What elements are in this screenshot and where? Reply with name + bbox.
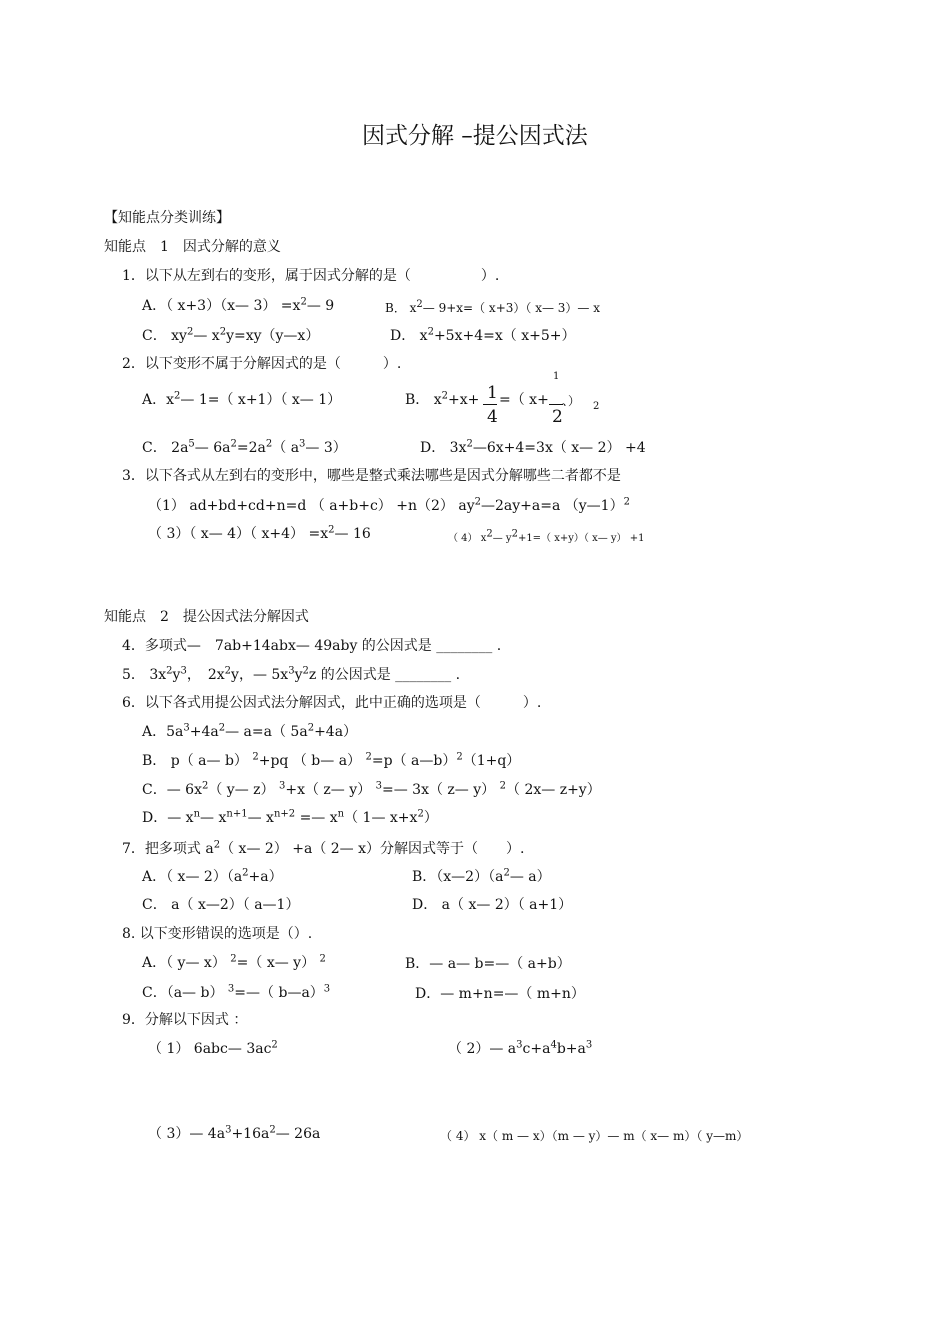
question-6-option-b: B． p（ a— b） $^2$+pq （ b— a） $^2$=p（ a—b）$^2$（1+q）	[142, 751, 521, 769]
question-9-part-2: （ 2）— $a^3c+a^4b+a^3$	[448, 1039, 593, 1057]
question-9-part-4: （ 4） x（ m — x）（m — y）— m（ x— m）（ y—m）	[440, 1129, 749, 1143]
question-9-part-3: （ 3）— $4a^3+16a^2—$ 26a	[148, 1124, 321, 1142]
fraction-numerator: 1	[553, 371, 560, 382]
question-2-stem: 2．以下变形不属于分解因式的是（ ）.	[122, 356, 402, 372]
question-1-option-c: C． $xy^2—$ $x^2y=xy(y—x)$	[142, 326, 320, 344]
question-3-item-4: （ 4） $x^2—$ $y^2+1=$（ x+y）（ x— y） +1	[448, 528, 645, 544]
question-6-stem: 6．以下各式用提公因式法分解因式，此中正确的选项是（ ）.	[122, 695, 542, 711]
fraction-bar	[549, 404, 563, 405]
question-1-stem: 1．以下从左到右的变形，属于因式分解的是（ ）.	[122, 268, 500, 284]
question-1-option-b: B． $x^2—$ 9+x=（ x+3）（ x— 3）— x	[385, 299, 600, 315]
fraction-denominator: 4	[487, 407, 498, 427]
question-7-option-c: C． a（ x—2）（ a—1）	[142, 897, 300, 913]
question-8-stem: 8. 以下变形错误的选项是（）.	[122, 926, 313, 942]
question-2-option-b-lead: B． $x^2+x+$	[405, 390, 480, 408]
fraction-denominator: 2	[552, 407, 563, 427]
section-header: 【知能点分类训练】	[104, 210, 230, 226]
knowledge-point-1: 知能点 1 因式分解的意义	[104, 239, 281, 255]
question-2-option-b-exponent: 2	[593, 401, 600, 412]
question-2-option-d: D． $3x^2—6x+4=3x$（ x— 2） +4	[420, 438, 646, 456]
question-3-item-3: （ 3）（ x— 4）（ $x+4) =x^2—$ 16	[148, 524, 371, 542]
question-8-option-d: D．— m+n=—（ m+n）	[415, 986, 585, 1002]
question-8-option-a: A．（ y— x） $^2$=（ x— y） $^2$	[142, 953, 326, 971]
question-6-option-d: D．— $x^n—$ $x^{n+1}—$ $x^{n+2}$ =— $x^n$（ 1— $x+x^2$）	[142, 808, 438, 826]
question-7-stem: 7．把多项式 $a^2$（ x— 2） +a（ 2— x）分解因式等于（ ）.	[122, 839, 525, 857]
knowledge-point-2: 知能点 2 提公因式法分解因式	[104, 609, 309, 625]
question-2-option-a: A．$x^2—$ 1=（ x+1）（ x— 1）	[142, 390, 342, 408]
question-2-option-b-eq: =（ x+	[499, 392, 549, 408]
question-1-option-d: D． $x^2+5x+4=x$（ x+5+）	[390, 326, 576, 344]
question-2-option-b-close: 、）	[562, 394, 581, 408]
question-7-option-d: D． a（ x— 2）（ a+1）	[412, 897, 573, 913]
question-6-option-a: A．$5a^3+4a^2—$ a=a（ $5a^2+4a$）	[142, 722, 358, 740]
question-8-option-c: C．（a— b） $^3$=—（ b—a）$^3$	[142, 983, 331, 1001]
question-8-option-b: B．— a— b=—（ a+b）	[405, 956, 571, 972]
question-5-stem: 5． $3x^2y^3$， $2x^2y$，— $5x^3y^2z$ 的公因式是 ________ .	[122, 665, 461, 683]
question-4-stem: 4．多项式— 7ab+14abx— 49aby 的公因式是 ________ .	[122, 638, 502, 654]
question-7-option-b: B．$(x—2)(a^2—$ a）	[412, 867, 551, 885]
fraction-bar	[483, 404, 497, 405]
question-2-option-c: C． $2a^5—$ $6a^2=2a^2$（ $a^3—$ 3）	[142, 438, 347, 456]
question-1-option-a: A．（ x+3）（x— $3) =x^2—$ 9	[142, 296, 335, 314]
fraction-numerator: 1	[487, 383, 498, 403]
question-9-stem: 9．分解以下因式 ：	[122, 1012, 248, 1028]
question-3-items-1-2: （1） ad+bd+cd+n=d （ a+b+c） +n（2） $ay^2—2ay+a=a$ （y—1）$^2$	[148, 496, 630, 514]
question-9-part-1: （ 1） 6abc— $3ac^2$	[148, 1039, 278, 1057]
page-title: 因式分解 –提公因式法	[362, 123, 588, 149]
question-7-option-a: A．（ x— $2)(a^2+a)$	[142, 867, 283, 885]
question-3-stem: 3．以下各式从左到右的变形中，哪些是整式乘法哪些是因式分解哪些二者都不是	[122, 468, 621, 484]
question-6-option-c: C．— $6x^2$（ y— z） $^3$+x（ z— y） $^3$=— 3x（ z— y） $^2$（ 2x— z+y）	[142, 780, 601, 798]
